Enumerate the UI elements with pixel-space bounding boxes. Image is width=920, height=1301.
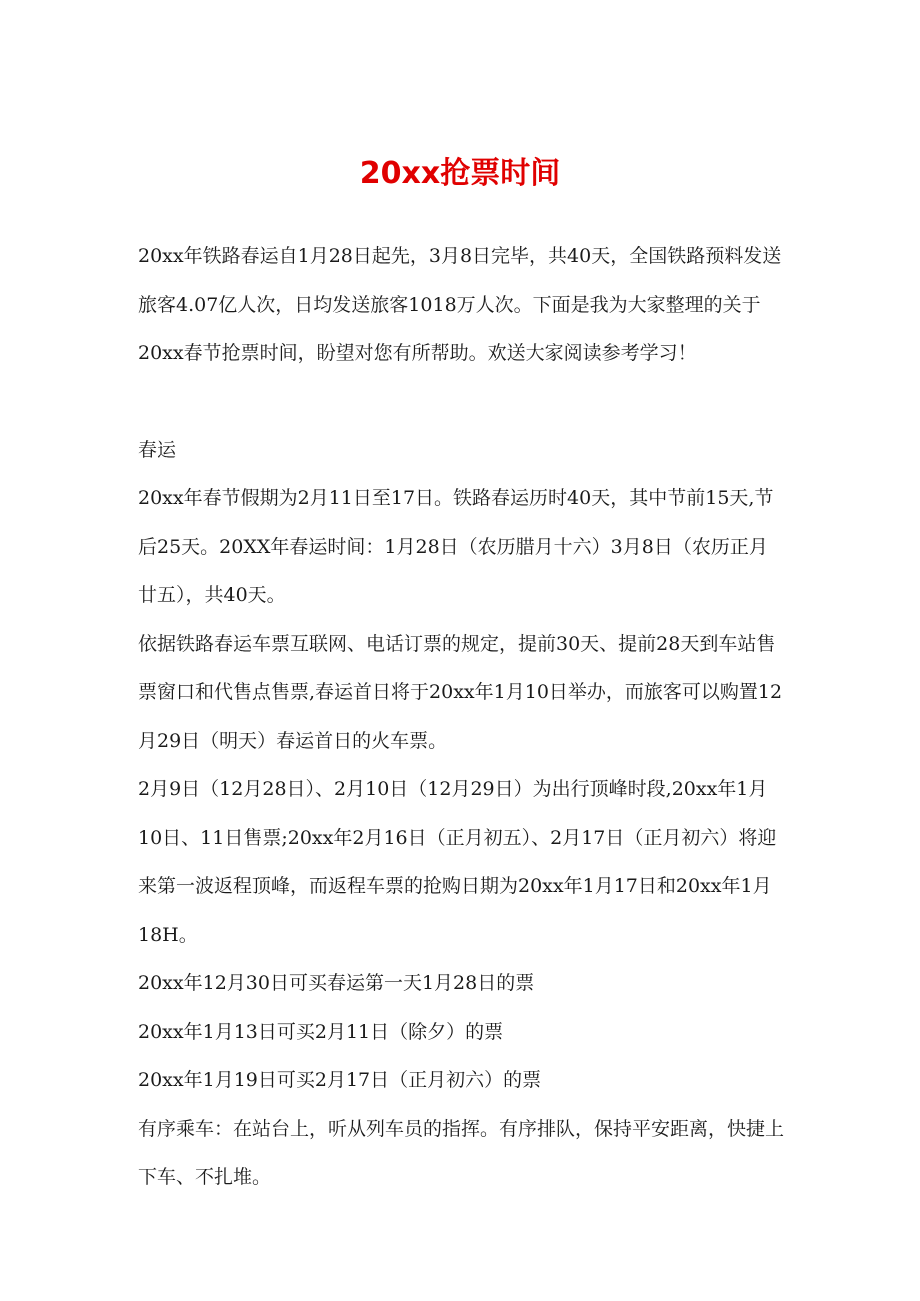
paragraph-ticket-date-2: 20xx年1月13日可买2月11日（除夕）的票 — [138, 1020, 504, 1043]
intro-paragraph: 20xx年铁路春运自1月28日起先，3月8日完毕，共40天，全国铁路预料发送旅客4.07亿人次，日均发送旅客1018万人次。下面是我为大家整理的关于20xx春节抢票时间，盼望对您有所帮助。欢送大家阅读参考学习！ — [138, 245, 782, 364]
paragraph-spacer — [138, 378, 786, 426]
paragraph-peak-periods: 2月9日（12月28日）、2月10日（12月29日）为出行顶峰时段,20xx年1月10日、11日售票;20xx年2月16日（正月初五）、2月17日（正月初六）将迎来第一波返程顶峰，而返程车票的抢购日期为20xx年1月17日和20xx年1月18H。 — [138, 778, 777, 946]
document-body — [138, 232, 786, 1202]
paragraph-booking-rules: 依据铁路春运车票互联网、电话订票的规定，提前30天、提前28天到车站售票窗口和代售点售票,春运首日将于20xx年1月10日举办，而旅客可以购置12月29日（明天）春运首日的火车票。 — [138, 632, 783, 752]
section-heading: 春运 — [138, 438, 177, 461]
paragraph-ticket-date-3: 20xx年1月19日可买2月17日（正月初六）的票 — [138, 1069, 542, 1091]
paragraph-ticket-date-1: 20xx年12月30日可买春运第一天1月28日的票 — [138, 972, 535, 994]
paragraph-holiday-dates: 20xx年春节假期为2月11日至17日。铁路春运历时40天，其中节前15天,节后25天。20XX年春运时间：1月28日（农历腊月十六）3月8日（农历正月廿五），共40天。 — [138, 487, 774, 606]
document-title: 20xx抢票时间 — [359, 156, 561, 191]
paragraph-boarding-advice: 有序乘车：在站台上，听从列车员的指挥。有序排队，保持平安距离，快捷上下车、不扎堆。 — [138, 1117, 785, 1188]
